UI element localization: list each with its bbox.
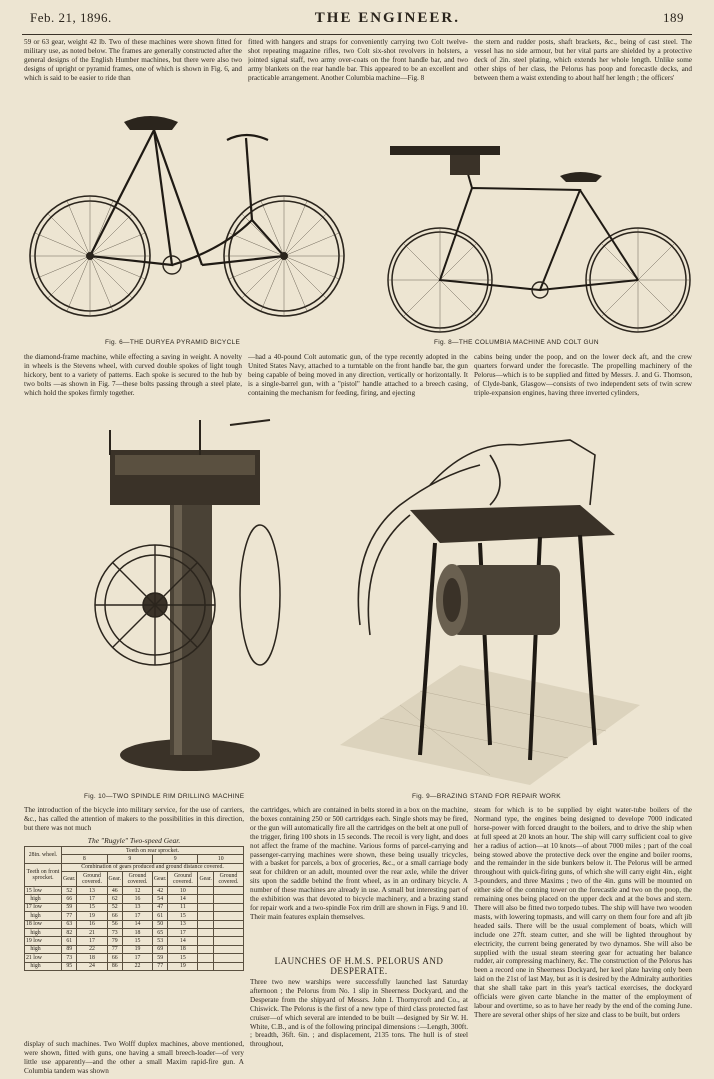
gear-value-cell: 59 [62,903,77,911]
bottom-text-col2-after: Three two new warships were successfully launched last Saturday afternoon ; the Pelorus from No. 1 slip in Sheerness Dockyard, and the Desperate from the shipyard of Messrs. John I. Thornycroft and Co., at Chiswick. The Pelorus is the first of a new type of third class protected fast cruiser—of which several are intended to be built —designed by Sir W. H. White, C.B., and is of the following principal dimensions :—Length, 300ft. ; breadth, 36ft. 6in. ; and displacement, 2135 tons. The hull is of steel throughout, [250,978,468,1049]
front-teeth-cell [25,912,62,920]
gear-value-cell: 22 [122,962,152,970]
gear-value-cell: 17 [77,937,107,945]
front-teeth-cell [25,903,62,911]
gear-value-cell: 53 [153,937,168,945]
sub-header: Gear. [62,872,77,887]
gear-value-cell [198,912,213,920]
front-teeth-cell [25,887,62,895]
mid-text-col1: the diamond-frame machine, while effecting a saving in weight. A novelty in wheels is the Stevens wheel, with curved double spokes of light tough hickory, bent to a variety of patterns. Each spoke is secured to the hub by two bolts —as shown in Fig. 7—these bolts passing through a steel plate, which hold the spokes firmly together. [24,353,242,397]
gear-value-cell: 73 [62,954,77,962]
page-number: 189 [662,10,684,25]
gear-value-cell: 66 [62,895,77,903]
gear-value-cell [198,954,213,962]
low-label: low [33,954,42,961]
table-row [25,887,244,895]
table-row [25,863,244,871]
front-teeth-cell [25,895,62,903]
sub-header: Ground covered. [168,872,198,887]
low-label: low [33,904,42,911]
low-label: low [33,887,42,894]
gear-value-cell: 59 [153,954,168,962]
gear-value-cell: 77 [153,962,168,970]
table-row [25,920,244,928]
gear-value-cell: 15 [168,954,198,962]
table-row [25,962,244,970]
table-row [25,954,244,962]
gear-table-title: The "Rugyle" Two-speed Gear. [87,836,181,845]
teeth-header: Teeth on rear sprocket. [62,847,244,855]
sub-header: Ground covered. [122,872,152,887]
gear-value-cell: 19 [168,962,198,970]
front-teeth-cell [25,929,62,937]
sprocket-count: 9 [153,855,198,863]
gear-value-cell [198,895,213,903]
gear-value-cell: 56 [107,920,122,928]
front-header: Teeth on front sprocket. [25,863,62,886]
launches-heading: LAUNCHES OF H.M.S. PELORUS AND DESPERATE. [274,956,444,976]
gear-value-cell: 62 [107,895,122,903]
gear-value-cell: 19 [77,912,107,920]
sub-header: Gear. [198,872,213,887]
gear-value-cell: 52 [62,887,77,895]
mid-text-col2: —had a 40-pound Colt automatic gun, of the type recently adopted in the United States Navy, attached to a turntable on the front handle bar, the gun being capable of being moved in any direction, vertically or horizontally. It is a single-barrel gun, with a "pistol" handle attached to a breech casing, containing the mechanism for feeding, firing, and ejecting [248,353,468,397]
gear-value-cell: 73 [107,929,122,937]
gear-value-cell [198,887,213,895]
gear-value-cell: 10 [168,887,198,895]
gear-value-cell: 65 [153,929,168,937]
gear-value-cell [213,929,243,937]
gear-value-cell: 15 [77,903,107,911]
sprocket-count: 8 [62,855,107,863]
gear-value-cell [213,954,243,962]
gear-value-cell: 14 [122,920,152,928]
gear-table-body [25,887,244,971]
gear-value-cell [198,945,213,953]
fig8-caption: Fig. 8—THE COLUMBIA MACHINE AND COLT GUN [434,339,599,346]
bottom-text-col1-after: display of such machines. Two Wolff duplex machines, above mentioned, were shown, fitted with guns, one having a small breech-loader—of very little use apparently—and the other a small Maxim rapid-fire gun. A Columbia tandem was shown [24,1040,244,1075]
gear-value-cell: 47 [153,903,168,911]
gear-value-cell: 24 [77,962,107,970]
sprocket-count: 9 [107,855,152,863]
high-label: high [30,946,41,953]
high-label: high [30,912,41,919]
sub-header: Ground covered. [77,872,107,887]
top-text-col3: the stern and rudder posts, shaft brackets, &c., being of cast steel. The vessel has no side armour, but her vital parts are shielded by a protective deck of 2in. steel plating, which extends her whole length. Unlike some other ships of her class, the Pelorus has poop and forecastle decks, and between them a waist extending to about half her length ; the officers' [474,38,692,82]
front-teeth-count: 17 [26,904,32,911]
fig10-drilling-machine-illustration [70,415,300,785]
low-label: low [33,937,42,944]
header-rule [22,34,692,35]
high-label: high [30,895,41,902]
gear-value-cell: 42 [153,887,168,895]
gear-value-cell [198,937,213,945]
gear-value-cell: 95 [62,962,77,970]
gear-value-cell: 18 [122,929,152,937]
gear-value-cell [213,920,243,928]
gear-value-cell: 17 [122,912,152,920]
gear-value-cell: 18 [77,954,107,962]
gear-value-cell: 16 [77,920,107,928]
combination-header: Combination of gears produced and ground distance covered. [62,863,244,871]
gear-value-cell: 89 [62,945,77,953]
bottom-text-col2: the cartridges, which are contained in belts stored in a box on the machine, the boxes containing 250 or 500 cartridges each. Single shots may be fired, or the gun will automatically fire all the cartridges on the belt at one pull of the trigger, firing 100 shots in 15 seconds. The recoil is very light, and does not affect the frame of the machine. Various forms of parcel-carrying and passenger-carrying machines were shown, these being usually tricycles, with a basket for parcels, a box of groceries, &c., or a small carriage body seat for children or an adult, mounted over the rear axle, while the driver sits upon the saddle behind the front wheel, as in an ordinary bicycle. A number of these machines are already in use. A small but interesting part of the exhibition was that devoted to bicycle machinery, and a brazing stand for repair work and a two-spindle Fox rim drill are shown in Figs. 9 and 10. Their main features explain themselves. [250,806,468,921]
sub-header: Gear. [153,872,168,887]
gear-value-cell: 17 [122,954,152,962]
sprocket-count: 10 [198,855,244,863]
front-teeth-count: 19 [26,937,32,944]
gear-value-cell: 50 [153,920,168,928]
gear-value-cell: 86 [107,962,122,970]
gear-value-cell: 19 [122,945,152,953]
gear-value-cell: 61 [62,937,77,945]
table-row [25,929,244,937]
front-teeth-cell [25,937,62,945]
high-label: high [30,963,41,970]
low-label: low [33,921,42,928]
gear-value-cell: 15 [168,912,198,920]
gear-value-cell [213,937,243,945]
gear-value-cell: 69 [153,945,168,953]
table-row [25,903,244,911]
fig9-brazing-stand-illustration [340,425,640,785]
gear-value-cell [198,962,213,970]
front-teeth-cell [25,962,62,970]
gear-value-cell: 46 [107,887,122,895]
gear-value-cell: 21 [77,929,107,937]
front-teeth-count: 21 [26,954,32,961]
table-row [25,847,244,855]
gear-value-cell: 14 [168,895,198,903]
gear-value-cell: 77 [107,945,122,953]
fig9-caption: Fig. 9—BRAZING STAND FOR REPAIR WORK [412,793,561,800]
gear-value-cell: 17 [168,929,198,937]
gear-value-cell [213,895,243,903]
gear-value-cell [213,887,243,895]
sub-header: Ground covered. [213,872,243,887]
mid-text-col3: cabins being under the poop, and on the lower deck aft, and the crew quarters forward under the forecastle. The propelling machinery of the Pelorus—which is to be supplied and fitted by Messrs. J. and G. Thomson, of Clyde-bank, Glasgow—consists of two independent sets of twin screw triple-expansion engines, having three inverted cylinders, [474,353,692,397]
gear-value-cell: 22 [77,945,107,953]
gear-value-cell: 82 [62,929,77,937]
gear-value-cell [198,929,213,937]
wheel-header: 28in. wheel. [25,847,62,864]
table-row [25,912,244,920]
high-label: high [30,929,41,936]
front-teeth-cell [25,920,62,928]
gear-value-cell [198,903,213,911]
gear-value-cell [213,903,243,911]
gear-value-cell: 66 [107,954,122,962]
front-teeth-count: 18 [26,921,32,928]
page-header [30,4,684,32]
gear-value-cell: 52 [107,903,122,911]
gear-value-cell: 15 [122,937,152,945]
gear-value-cell: 18 [168,945,198,953]
table-row [25,945,244,953]
gear-value-cell: 13 [168,920,198,928]
gear-value-cell: 66 [107,912,122,920]
gear-value-cell: 79 [107,937,122,945]
fig8-columbia-gun-illustration [380,140,694,340]
table-row [25,937,244,945]
gear-value-cell: 11 [168,903,198,911]
gear-value-cell: 63 [62,920,77,928]
table-row [25,895,244,903]
issue-date: Feb. 21, 1896. [30,10,112,25]
gear-value-cell: 16 [122,895,152,903]
gear-table [24,846,244,971]
fig10-caption: Fig. 10—TWO SPINDLE RIM DRILLING MACHINE [84,793,245,800]
front-teeth-cell [25,954,62,962]
top-text-col2: fitted with hangers and straps for conveniently carrying two Colt twelve-shot repeating magazine rifles, two Colt six-shot revolvers in holsters, a jointed signal staff, two army over-coats on the front handle bar, and two army blankets on the rear handle bar. This appeared to be an excellent and practicable arrangement. Another Columbia machine—Fig. 8 [248,38,468,82]
gear-value-cell: 13 [77,887,107,895]
gear-value-cell [213,945,243,953]
gear-value-cell: 17 [77,895,107,903]
masthead: THE ENGINEER. [314,9,460,26]
gear-value-cell: 61 [153,912,168,920]
gear-value-cell: 77 [62,912,77,920]
fig6-caption: Fig. 6—THE DURYEA PYRAMID BICYCLE [105,339,241,346]
fig6-bicycle-illustration [22,100,352,340]
gear-value-cell: 14 [168,937,198,945]
gear-value-cell [213,912,243,920]
sub-header: Gear. [107,872,122,887]
gear-value-cell: 54 [153,895,168,903]
top-text-col1: 59 or 63 gear, weight 42 lb. Two of these machines were shown fitted for military use, as noted below. The frames are generally constructed after the general designs of the English Humber machines, but there were also two designs of upright or pyramid frames, one of which is shown in Fig. 6, and which is said to be easier to ride than [24,38,242,82]
gear-value-cell [213,962,243,970]
bottom-text-col1-intro: The introduction of the bicycle into military service, for the use of carriers, &c., has called the attention of makers to the possibilities in this direction, but there was not much [24,806,244,832]
gear-value-cell [198,920,213,928]
gear-value-cell: 12 [122,887,152,895]
front-teeth-count: 15 [26,887,32,894]
gear-value-cell: 13 [122,903,152,911]
bottom-text-col3: steam for which is to be supplied by eight water-tube boilers of the Normand type, the engines being designed to develope 7000 indicated horse-power with forced draught to the boilers, and to drive the ship when at full speed at 20 knots an hour. The ship will carry sufficient coal to give her a radius of action—at 10 knots—of about 7000 miles ; part of the coal being stowed above the protective deck over the engine and boiler rooms, and the remainder in the side bunkers below it. The Pelorus will be armed throughout with quick-firing guns, of which she will carry eight 4in., eight 3-pounders, and three Maxims ; two of the 4in. guns will be mounted on either side of the conning tower on the forecastle and two on the poop, the remaining ones being placed on the upper deck and at the bows and stern. There will also be fitted two torpedo tubes. The ship will have two wooden masts, with lowering topmasts, and will carry on them four fore and aft jib headed sails. There will be the usual complement of boats, which will include one 27ft. steam cutter, and she will be lighted throughout by electricity, the current being generated by two dynamos. She will also be supplied with the usual steam steering gear for actuating her balance rudder, air compressing machinery, &c. The construction of the Pelorus has been a record one in Sheerness Dockyard, her keel plate having only been laid on the 21st of last May, but as it is desired by the Admiralty authorities that she shall take part in this year's tactical exercises, the dockyard officials were given carte blanche in the matter of the employment of labour and overtime, so as to have her ready by the end of the coming June. There are several other ships of her size and class to be built, but orders [474,806,692,1019]
front-teeth-cell [25,945,62,953]
